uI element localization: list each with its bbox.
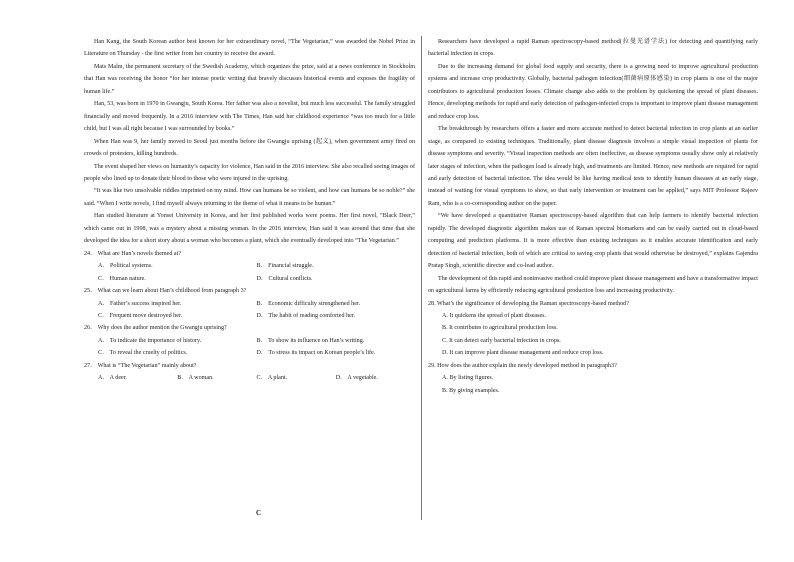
option-b: B． Financial struggle. [256,263,314,270]
passage-paragraph: Due to the increasing demand for global food supply and security, there is a growing need to improve agricultural production systems and increase crop productivity. Globally, bacterial pathogen infection(细菌病原体感染) in crop plants is one of the major contributors to agricultural production losses. Climate change also adds to the problem by quickening the spread of plant diseases. Hence, developing methods for rapid and early detection of pathogen-infected crops is important to improve plant disease management and reduce crop loss. [428,63,758,120]
option-c: C． To reveal the cruelty of politics. [98,350,188,357]
option-a: A. It quickens the spread of plant diseases. [442,312,547,319]
option-c: C． Frequent move destroyed her. [98,312,183,319]
passage-paragraph: When Han was 9, her family moved to Seoul just months before the Gwangju uprising (起义), when government army fired on crowds of protesters, killing hundreds. [84,138,415,158]
question-27: 27． What is “The Vegetarian” mainly about? [84,362,197,369]
option-c: C. It can detect early bacterial infection in crops. [442,337,561,344]
left-column [84,36,415,385]
passage-paragraph: Han Kang, the South Korean author best known for her extraordinary novel, “The Vegetarian,” was awarded the Nobel Prize in Literature on Thursday - the first writer from her country to receive the award. [84,39,415,58]
option-b: B． A woman. [177,375,214,382]
passage-paragraph: Mats Malm, the permanent secretary of the Swedish Academy, which organizes the prize, said at a news conference in Stockholm that Han was receiving the honor “for her intense poetic writing that bravely discusses historical events and exposes the fragility of human life.” [84,63,415,95]
passage-paragraph: “We have developed a quantitative Raman spectroscopy-based algorithm that can help farmers to identify bacterial infection rapidly. The developed diagnostic algorithm makes use of Raman spectral biomarkers and can be easily carried out in cloud-based computing and prediction platforms. It is more effective than existing techniques as it enables accurate identification and early detection of bacterial infection, both of which are critical to saving crop plants that would otherwise be destroyed,” explains Gajendra Pratap Singh, scientific director and co-lead author. [428,213,758,270]
options-24 [84,260,415,272]
passage-paragraph: Researchers have developed a rapid Raman spectroscopy-based method(拉曼光谱学法) for detecting and quantifying early bacterial infection in crops. [428,39,758,58]
passage-paragraph: The breakthrough by researchers offers a faster and more accurate method to detect bacterial infection in crop plants at an earlier stage, as compared to existing techniques. Traditionally, plant disease diagnosis involves a simple visual inspection of plants for disease symptoms and severity. “Visual inspection methods are often ineffective, as disease symptoms usually show only at relatively later stages of infection, when the pathogen load is already high, and treatments are limited. Hence, new methods are required for rapid and early detection of bacterial infection. The idea would be like having medical tests to identify human diseases at an early stage, instead of waiting for visual symptoms to show, so that early intervention or treatment can be applied,” says MIT Professor Rajeev Ram, who is a co-corresponding author on the paper. [428,126,758,207]
passage-paragraph: “It was like two unsolvable riddles imprinted on my mind. How can humans be so violent, and how can humans be so noble?” she said. “When I write novels, I find myself always returning to the theme of what it means to be human.” [84,188,415,207]
option-b: B. By giving examples. [442,387,500,394]
option-a: A． To indicate the importance of history. [98,337,202,344]
column-divider [421,36,422,520]
option-a: A． Political systems. [98,263,153,270]
question-26: 26． Why does the author mention the Gwangju uprising? [84,325,227,332]
option-d: D． The habit of reading comforted her. [256,312,356,319]
options-24-row2 [84,273,415,285]
right-column [428,36,758,397]
option-b: B. It contributes to agricultural production loss. [442,325,558,332]
question-28: 28. What’s the significance of developing the Raman spectroscopy-based method? [428,300,629,307]
option-c: C． Human nature. [98,275,146,282]
option-d: D． To stress its impact on Korean people’s life. [256,350,376,357]
page-letter: C [256,509,262,517]
passage-paragraph: Han studied literature at Yonsei University in Korea, and her first published works were poems. Her first novel, “Black Deer,” which came out in 1998, was a mystery about a missing woman. In the 2016 interview, Han said it was around that time that she developed the idea for a short story about a woman who becomes a plant, which she eventually developed into “The Vegetarian.” [84,213,415,245]
option-d: D. It can improve plant disease management and reduce crop loss. [442,350,604,357]
option-a: A． Father’s success inspired her. [98,300,182,307]
question-29: 29. How does the author explain the newly developed method in paragraph3? [428,362,617,369]
passage-paragraph: The event shaped her views on humanity’s capacity for violence, Han said in the 2016 interview. She also recalled seeing images of people who lined up to donate their blood to those who were injured in the uprising. [84,163,415,182]
option-c: C． A plant. [256,375,288,382]
question-25: 25． What can we learn about Han’s childhood from paragraph 3? [84,288,247,295]
option-a: A． A deer. [98,375,127,382]
option-d: D． A vegetable. [335,375,378,382]
options-27 [84,372,415,384]
options-26-row2 [84,347,415,359]
passage-paragraph: The development of this rapid and noninvasive method could improve plant disease management and have a transformative impact on agricultural farms by efficiently reducing agricultural production loss and increasing productivity. [428,275,758,295]
options-25-row2 [84,310,415,322]
passage-paragraph: Han, 53, was born in 1970 in Gwangju, South Korea. Her father was also a novelist, but much less successful. The family struggled financially and moved frequently. In a 2016 interview with The Times, Han said her childhood experience “was too much for a little child, but I was all right because I was surrounded by books.” [84,101,415,133]
options-26 [84,335,415,347]
option-b: B． To show its influence on Han’s writing. [256,337,365,344]
option-b: B． Economic difficulty strengthened her. [256,300,361,307]
option-a: A. By listing figures. [442,375,494,382]
question-24: 24． What are Han’s novels themed at? [84,250,182,257]
option-d: D． Cultural conflicts. [256,275,313,282]
options-25 [84,298,415,310]
